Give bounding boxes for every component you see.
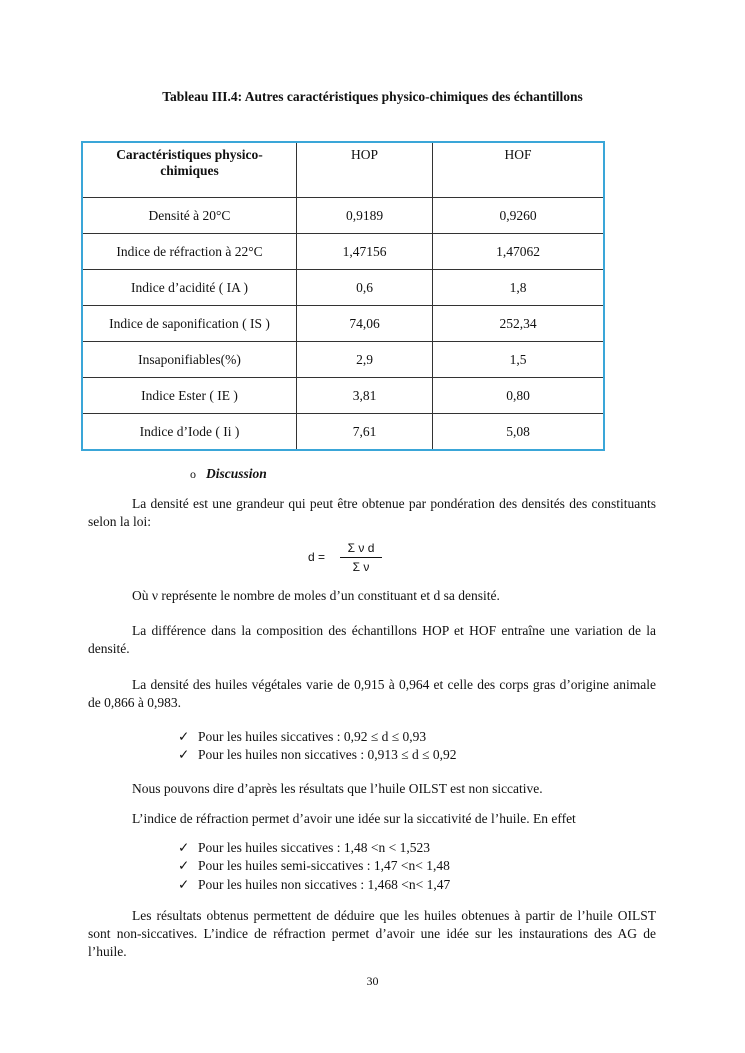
hof-value: 5,08	[433, 414, 605, 451]
row-label: Indice de réfraction à 22°C	[82, 234, 297, 270]
formula-denominator: Σ ν	[352, 560, 370, 574]
list-item	[178, 729, 426, 745]
paragraph-refraction: L’indice de réfraction permet d’avoir une idée sur la siccativité de l’huile. En effet	[132, 811, 576, 826]
circle-bullet-icon: o	[190, 467, 196, 481]
hof-value: 252,34	[433, 306, 605, 342]
list-item	[178, 877, 450, 893]
table-row	[82, 342, 604, 378]
formula-lhs: d =	[308, 550, 326, 564]
check-icon: ✓	[178, 729, 190, 744]
table-row	[82, 414, 604, 451]
hof-value: 1,47062	[433, 234, 605, 270]
row-label: Indice d’acidité ( IA )	[82, 270, 297, 306]
hop-value: 3,81	[297, 378, 433, 414]
hof-value: 0,9260	[433, 198, 605, 234]
check-icon: ✓	[178, 877, 190, 892]
header-characteristics: Caractéristiques physico-chimiques	[116, 147, 263, 178]
check-icon: ✓	[178, 858, 190, 873]
discussion-heading-text: Discussion	[206, 466, 267, 481]
hop-value: 7,61	[297, 414, 433, 451]
list-item	[178, 858, 450, 874]
list-item-text: Pour les huiles semi-siccatives : 1,47 <n< 1,48	[198, 858, 450, 873]
hop-value: 2,9	[297, 342, 433, 378]
row-label: Indice d’Iode ( Ii )	[82, 414, 297, 451]
properties-table	[81, 141, 605, 451]
table-header-row	[82, 142, 604, 198]
check-icon: ✓	[178, 747, 190, 762]
formula-numerator: Σ ν d	[340, 541, 382, 558]
table-row	[82, 198, 604, 234]
table-caption: Tableau III.4: Autres caractéristiques physico-chimiques des échantillons	[162, 89, 583, 104]
table-row	[82, 270, 604, 306]
paragraph-difference: La différence dans la composition des échantillons HOP et HOF entraîne une variation de la densité.	[88, 623, 656, 656]
list-item-text: Pour les huiles siccatives : 0,92 ≤ d ≤ 0,93	[198, 729, 427, 744]
row-label: Indice Ester ( IE )	[82, 378, 297, 414]
formula-fraction	[340, 541, 382, 574]
hop-value: 0,6	[297, 270, 433, 306]
hof-value: 1,5	[433, 342, 605, 378]
header-hof: HOF	[433, 142, 605, 198]
page-number: 30	[366, 974, 379, 988]
row-label: Insaponifiables(%)	[82, 342, 297, 378]
list-item	[178, 840, 430, 856]
list-item-text: Pour les huiles non siccatives : 1,468 <n< 1,47	[198, 877, 451, 892]
table-row	[82, 234, 604, 270]
hop-value: 1,47156	[297, 234, 433, 270]
row-label: Indice de saponification ( IS )	[82, 306, 297, 342]
list-item-text: Pour les huiles non siccatives : 0,913 ≤ d ≤ 0,92	[198, 747, 457, 762]
list-item-text: Pour les huiles siccatives : 1,48 <n < 1,523	[198, 840, 430, 855]
table-row	[82, 378, 604, 414]
list-item	[178, 747, 457, 763]
header-hop: HOP	[297, 142, 433, 198]
check-icon: ✓	[178, 840, 190, 855]
paragraph-where: Où ν représente le nombre de moles d’un constituant et d sa densité.	[132, 588, 500, 603]
paragraph-density-range: La densité des huiles végétales varie de 0,915 à 0,964 et celle des corps gras d’origine animale de 0,866 à 0,983.	[88, 677, 656, 710]
hop-value: 0,9189	[297, 198, 433, 234]
paragraph-density-definition: La densité est une grandeur qui peut être obtenue par pondération des densités des constituants selon la loi:	[88, 496, 656, 529]
table-row	[82, 306, 604, 342]
discussion-heading	[190, 466, 267, 482]
paragraph-results: Les résultats obtenus permettent de déduire que les huiles obtenues à partir de l’huile OILST sont non-siccatives. L’indice de réfraction permet d’avoir une idée sur les instaurations des AG de l’huile.	[88, 908, 656, 959]
row-label: Densité à 20°C	[82, 198, 297, 234]
hof-value: 0,80	[433, 378, 605, 414]
hof-value: 1,8	[433, 270, 605, 306]
hop-value: 74,06	[297, 306, 433, 342]
paragraph-conclusion-density: Nous pouvons dire d’après les résultats que l’huile OILST est non siccative.	[132, 781, 543, 796]
